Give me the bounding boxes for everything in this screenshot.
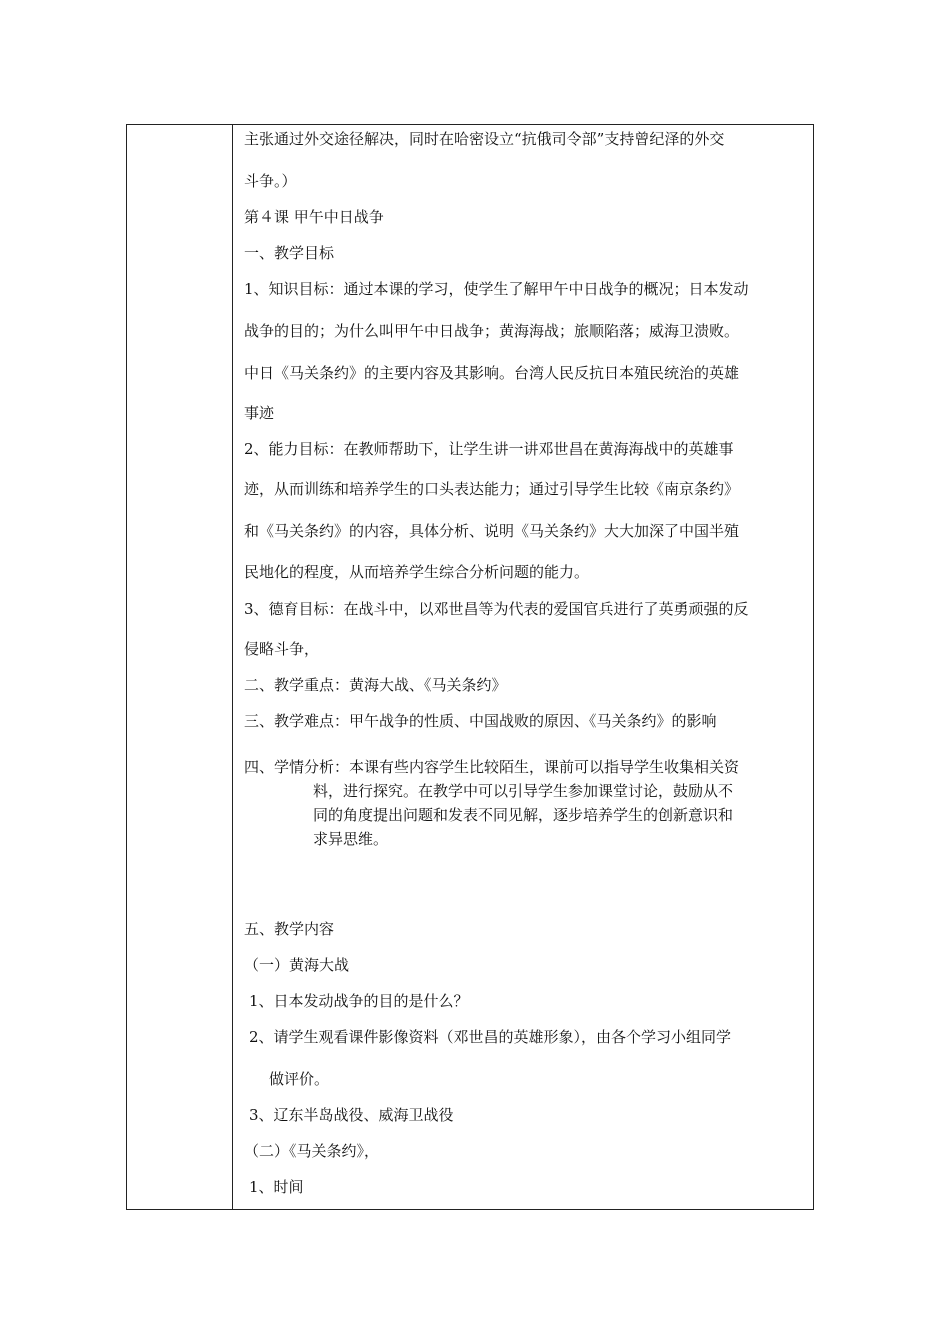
- text-line: 事迹: [244, 404, 275, 422]
- text-line: 料，进行探究。在教学中可以引导学生参加课堂讨论，鼓励从不: [313, 782, 734, 800]
- section-heading: 三、教学难点：甲午战争的性质、中国战败的原因、《马关条约》的影响: [244, 712, 717, 730]
- text-line: 战争的目的；为什么叫甲午中日战争；黄海海战；旅顺陷落；威海卫溃败。: [244, 322, 740, 340]
- text-line: 求异思维。: [313, 830, 389, 848]
- section-heading: 五、教学内容: [244, 920, 335, 938]
- text-line: 迹，从而训练和培养学生的口头表达能力；通过引导学生比较《南京条约》: [244, 480, 740, 498]
- text-line: 民地化的程度，从而培养学生综合分析问题的能力。: [244, 563, 590, 581]
- section-heading: 一、教学目标: [244, 244, 335, 262]
- lesson-plan-table: [126, 124, 814, 1210]
- text-line: 侵略斗争，: [244, 640, 320, 658]
- text-line: 主张通过外交途径解决，同时在哈密设立“抗俄司令部”支持曾纪泽的外交: [244, 130, 725, 148]
- list-item: 2、请学生观看课件影像资料（邓世昌的英雄形象），由各个学习小组同学: [249, 1028, 732, 1046]
- text-line: 斗争。）: [244, 172, 297, 190]
- list-item: 3、辽东半岛战役、威海卫战役: [249, 1106, 454, 1124]
- subsection-heading: （二）《马关条约》，: [244, 1142, 380, 1160]
- text-line: 同的角度提出问题和发表不同见解，逐步培养学生的创新意识和: [313, 806, 734, 824]
- lesson-title: 第４课 甲午中日战争: [244, 208, 384, 226]
- text-line: 1、知识目标：通过本课的学习，使学生了解甲午中日战争的概况；日本发动: [244, 280, 749, 298]
- text-line: 3、德育目标：在战斗中，以邓世昌等为代表的爱国官兵进行了英勇顽强的反: [244, 600, 749, 618]
- text-line: 和《马关条约》的内容，具体分析、说明《马关条约》大大加深了中国半殖: [244, 522, 740, 540]
- section-heading: 二、教学重点：黄海大战、《马关条约》: [244, 676, 507, 694]
- section-heading: 四、学情分析：本课有些内容学生比较陌生，课前可以指导学生收集相关资: [244, 758, 740, 776]
- list-item: 1、日本发动战争的目的是什么？: [249, 992, 469, 1010]
- text-line: 中日《马关条约》的主要内容及其影响。台湾人民反抗日本殖民统治的英雄: [244, 364, 740, 382]
- left-column-cell: [127, 125, 233, 1209]
- subsection-heading: （一）黄海大战: [244, 956, 350, 974]
- list-item: 做评价。: [269, 1070, 330, 1088]
- text-line: 2、能力目标：在教师帮助下，让学生讲一讲邓世昌在黄海海战中的英雄事: [244, 440, 734, 458]
- list-item: 1、时间: [249, 1178, 304, 1196]
